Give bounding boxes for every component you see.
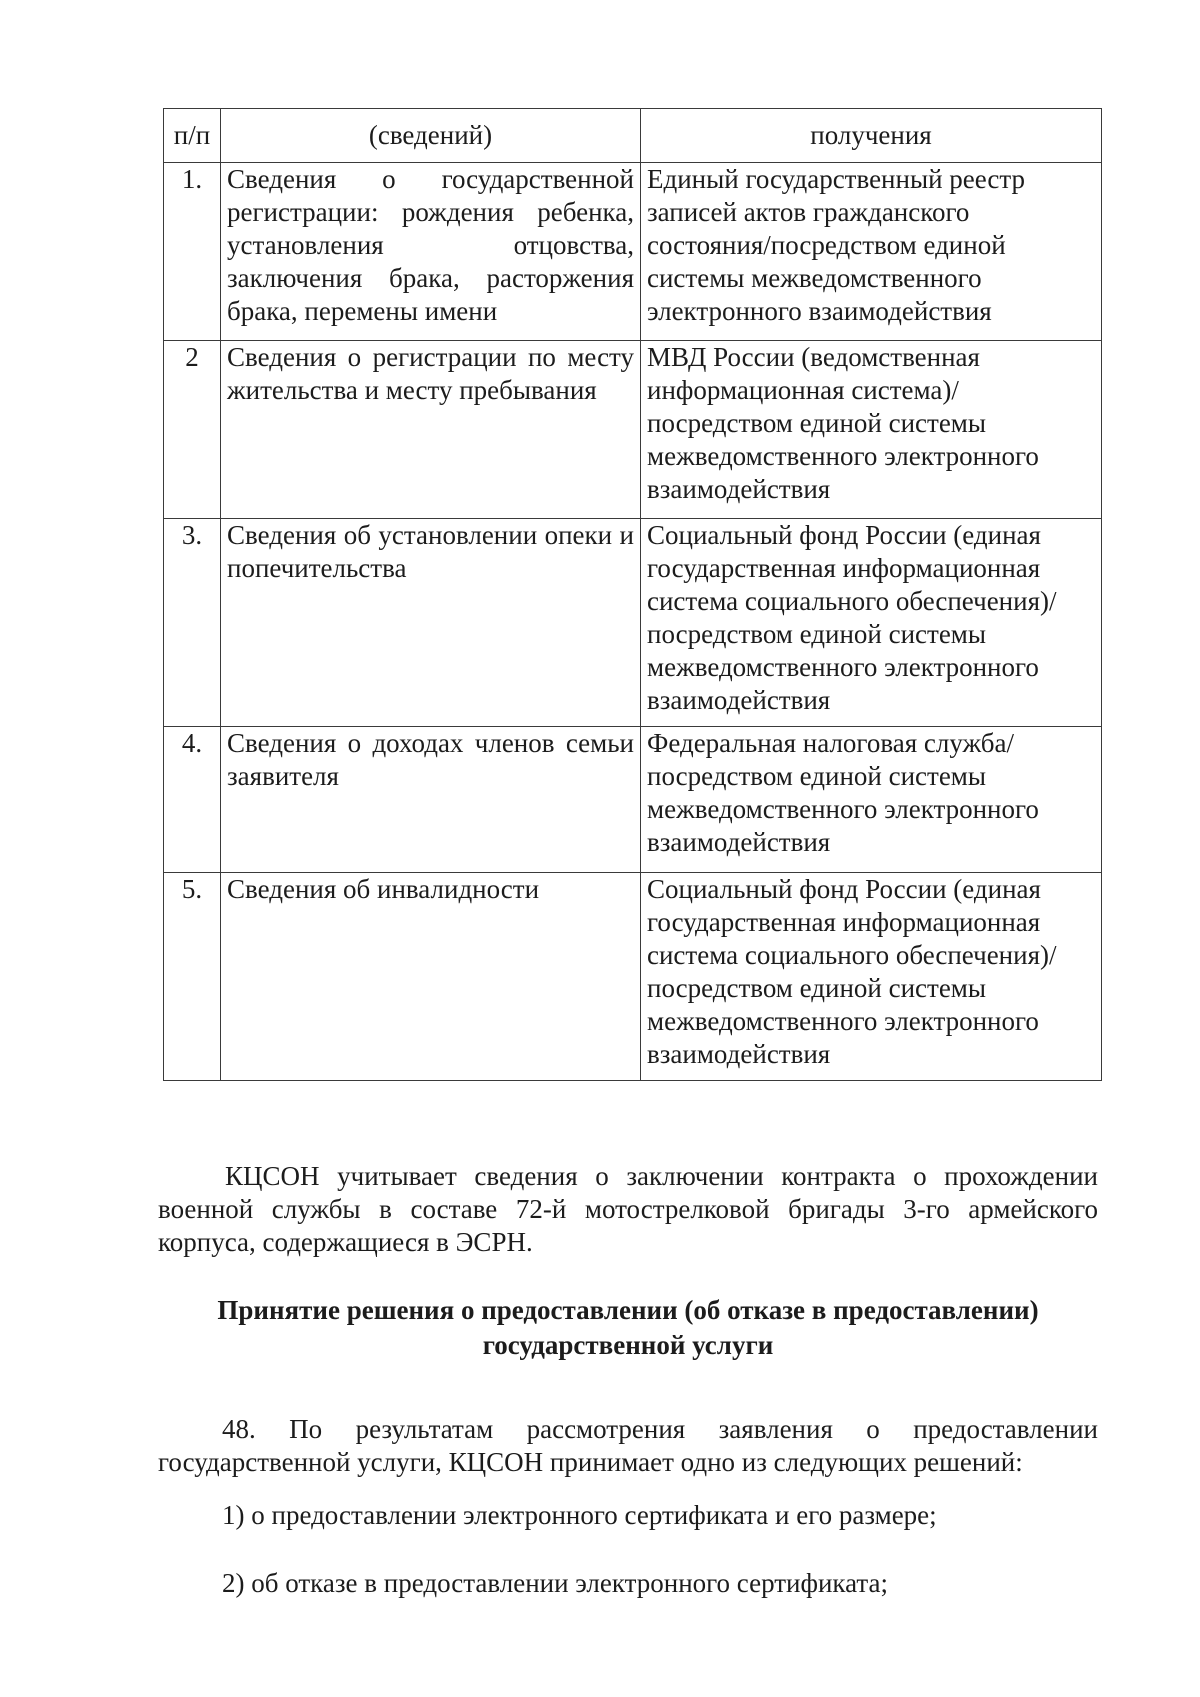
row-source: Социальный фонд России (единая государственная информационная система социального обеспечения)/посредством единой системы межведомственного электронного взаимодействия xyxy=(641,519,1102,727)
row-information: Сведения о государственной регистрации: рождения ребенка, установления отцовства, заключения брака, расторжения брака, перемены имени xyxy=(221,163,641,341)
row-information: Сведения об установлении опеки и попечительства xyxy=(221,519,641,727)
row-information: Сведения о регистрации по месту жительства и месту пребывания xyxy=(221,341,641,519)
kcson-paragraph: КЦСОН учитывает сведения о заключении контракта о прохождении военной службы в составе 72-й мотострелковой бригады 3-го армейского корпуса, содержащиеся в ЭСРН. xyxy=(158,1161,1098,1257)
row-source: Социальный фонд России (единая государственная информационная система социального обеспечения)/посредством единой системы межведомственного электронного взаимодействия xyxy=(641,873,1102,1081)
row-information: Сведения о доходах членов семьи заявителя xyxy=(221,727,641,873)
row-source: МВД России (ведомственная информационная система)/посредством единой системы межведомственного электронного взаимодействия xyxy=(641,341,1102,519)
row-number: 5. xyxy=(164,873,221,1081)
row-number: 2 xyxy=(164,341,221,519)
list-item: 1) о предоставлении электронного сертификата и его размере; xyxy=(222,1500,937,1530)
table-row xyxy=(164,727,1102,873)
header-source: получения xyxy=(641,109,1102,163)
row-number: 3. xyxy=(164,519,221,727)
row-number: 4. xyxy=(164,727,221,873)
information-sources-table xyxy=(163,108,1102,1081)
section-heading-line-2: государственной услуги xyxy=(482,1330,774,1360)
table-header-row xyxy=(164,109,1102,163)
table-row xyxy=(164,341,1102,519)
header-information: (сведений) xyxy=(221,109,641,163)
header-number: п/п xyxy=(164,109,221,163)
row-information: Сведения об инвалидности xyxy=(221,873,641,1081)
section-heading-line-1: Принятие решения о предоставлении (об отказе в предоставлении) xyxy=(217,1295,1039,1325)
table-row xyxy=(164,873,1102,1081)
list-item: 2) об отказе в предоставлении электронного сертификата; xyxy=(222,1568,889,1598)
table-row xyxy=(164,519,1102,727)
row-source: Единый государственный реестр записей актов гражданского состояния/посредством единой системы межведомственного электронного взаимодействия xyxy=(641,163,1102,341)
row-number: 1. xyxy=(164,163,221,341)
row-source: Федеральная налоговая служба/посредством единой системы межведомственного электронного взаимодействия xyxy=(641,727,1102,873)
section-heading xyxy=(158,1293,1098,1363)
paragraph-48: 48. По результатам рассмотрения заявления о предоставлении государственной услуги, КЦСОН принимает одно из следующих решений: xyxy=(158,1414,1098,1477)
table-row xyxy=(164,163,1102,341)
